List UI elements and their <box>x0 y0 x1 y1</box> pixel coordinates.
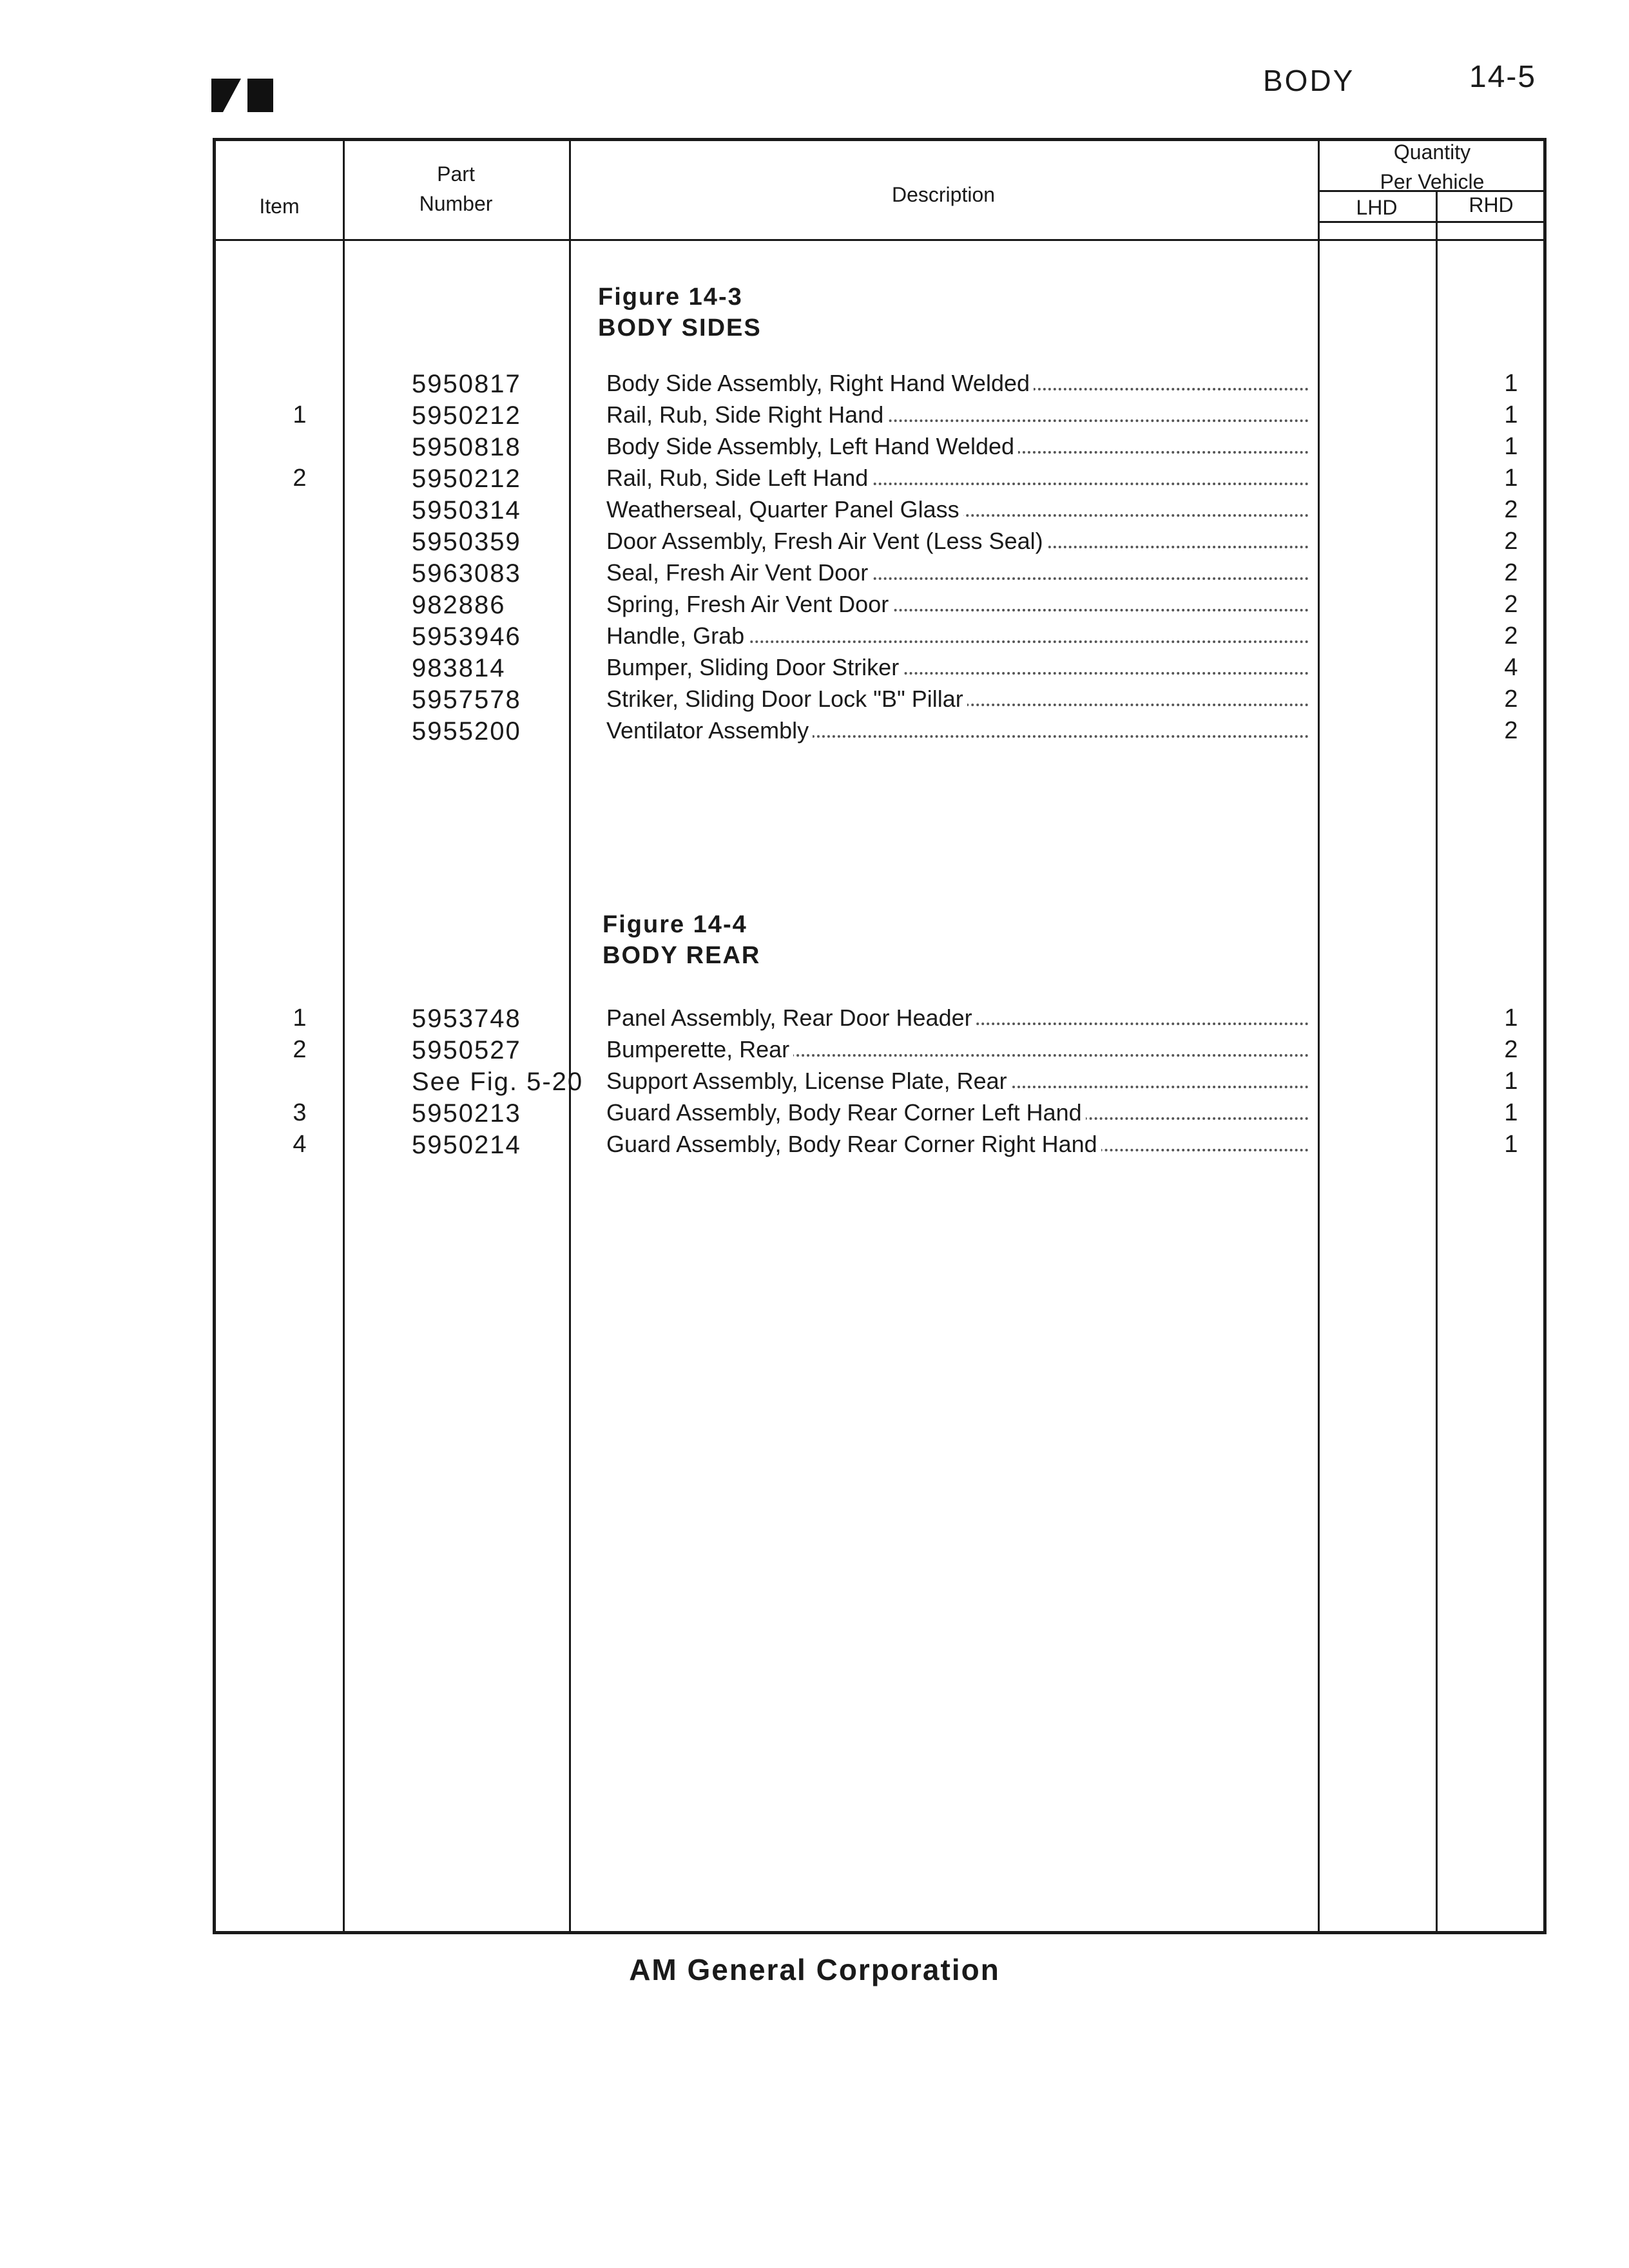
item-number: 1 <box>293 1004 307 1032</box>
part-number: 5950212 <box>412 465 521 493</box>
footer-company: AM General Corporation <box>629 1953 1000 1986</box>
description-text: Bumperette, Rear <box>606 1036 793 1062</box>
part-description <box>606 591 1309 618</box>
section-title: BODY <box>1263 64 1355 97</box>
part-number: 5950818 <box>412 433 521 461</box>
description-text: Support Assembly, License Plate, Rear <box>606 1068 1011 1094</box>
table-row <box>216 496 1543 528</box>
rhd-quantity: 1 <box>1504 1099 1518 1126</box>
description-text: Body Side Assembly, Right Hand Welded <box>606 370 1034 396</box>
part-number: 5950212 <box>412 401 521 430</box>
table-row <box>216 401 1543 434</box>
part-description <box>606 1131 1309 1158</box>
parts-table <box>213 138 1547 1934</box>
table-row <box>216 591 1543 623</box>
part-number: 5950359 <box>412 528 521 556</box>
description-text: Panel Assembly, Rear Door Header <box>606 1004 976 1031</box>
figure-label: Figure 14-4 <box>602 911 747 938</box>
table-row <box>216 559 1543 591</box>
part-description <box>606 686 1309 713</box>
table-row <box>216 1131 1543 1163</box>
part-number: 5950213 <box>412 1099 521 1128</box>
description-text: Guard Assembly, Body Rear Corner Left Hand <box>606 1099 1086 1126</box>
rhd-quantity: 2 <box>1504 591 1518 618</box>
page-number: 14-5 <box>1469 60 1537 94</box>
figure-title: BODY REAR <box>602 942 761 969</box>
description-text: Seal, Fresh Air Vent Door <box>606 559 872 586</box>
item-number: 2 <box>293 1036 307 1063</box>
part-number: 5950817 <box>412 370 521 398</box>
item-number: 3 <box>293 1099 307 1126</box>
header-bottom-line <box>216 239 1543 241</box>
rhd-quantity: 1 <box>1504 1131 1518 1158</box>
description-text: Striker, Sliding Door Lock "B" Pillar <box>606 686 967 712</box>
rhd-quantity: 2 <box>1504 559 1518 586</box>
part-description <box>606 528 1309 555</box>
item-number: 4 <box>293 1131 307 1158</box>
figure-label: Figure 14-3 <box>598 284 743 311</box>
part-number: 5953946 <box>412 622 521 651</box>
description-text: Body Side Assembly, Left Hand Welded <box>606 433 1018 459</box>
table-row <box>216 528 1543 560</box>
part-number: 982886 <box>412 591 506 619</box>
column-header-quantity: Quantity Per Vehicle <box>1380 140 1485 193</box>
part-description <box>606 465 1309 492</box>
column-header-part-number: Part Number <box>419 162 493 215</box>
rhd-quantity: 2 <box>1504 717 1518 744</box>
rhd-quantity: 1 <box>1504 1004 1518 1032</box>
part-number: 5950314 <box>412 496 521 524</box>
part-number: 5953748 <box>412 1004 521 1033</box>
part-description <box>606 559 1309 586</box>
rhd-quantity: 1 <box>1504 401 1518 428</box>
part-number: 5957578 <box>412 686 521 714</box>
description-text: Rail, Rub, Side Right Hand <box>606 401 887 428</box>
description-text: Ventilator Assembly <box>606 717 813 744</box>
table-row <box>216 686 1543 718</box>
rhd-quantity: 1 <box>1504 370 1518 397</box>
part-description <box>606 496 1309 523</box>
part-description <box>606 401 1309 428</box>
rhd-quantity: 4 <box>1504 654 1518 681</box>
table-row <box>216 622 1543 655</box>
column-header-rhd: RHD <box>1469 193 1514 216</box>
part-description <box>606 1036 1309 1063</box>
column-header-description: Description <box>891 183 996 206</box>
description-text: Guard Assembly, Body Rear Corner Right Hand <box>606 1131 1101 1157</box>
rhd-quantity: 2 <box>1504 622 1518 649</box>
figure-title: BODY SIDES <box>598 314 762 341</box>
table-row <box>216 654 1543 686</box>
part-description <box>606 1099 1309 1126</box>
description-text: Handle, Grab <box>606 622 748 649</box>
description-text: Bumper, Sliding Door Striker <box>606 654 903 680</box>
part-description <box>606 622 1309 649</box>
part-number: 5950214 <box>412 1131 521 1159</box>
part-number: 5963083 <box>412 559 521 588</box>
table-row <box>216 1004 1543 1037</box>
table-row <box>216 717 1543 749</box>
part-description <box>606 654 1309 681</box>
description-text: Rail, Rub, Side Left Hand <box>606 465 872 491</box>
table-row <box>216 370 1543 402</box>
part-number: 983814 <box>412 654 506 682</box>
part-number: See Fig. 5-20 <box>412 1068 584 1096</box>
table-row <box>216 465 1543 497</box>
rhd-quantity: 1 <box>1504 433 1518 460</box>
column-header-item: Item <box>259 195 300 218</box>
description-text: Weatherseal, Quarter Panel Glass <box>606 496 963 523</box>
part-description <box>606 1004 1309 1032</box>
table-row <box>216 433 1543 465</box>
part-description <box>606 370 1309 397</box>
rhd-quantity: 2 <box>1504 686 1518 713</box>
description-text: Door Assembly, Fresh Air Vent (Less Seal) <box>606 528 1047 554</box>
part-number: 5955200 <box>412 717 521 745</box>
rhd-quantity: 2 <box>1504 496 1518 523</box>
part-description <box>606 433 1309 460</box>
rhd-quantity: 1 <box>1504 465 1518 492</box>
rhd-quantity: 2 <box>1504 1036 1518 1063</box>
am-general-logo-icon <box>211 72 276 113</box>
rhd-quantity: 1 <box>1504 1068 1518 1095</box>
table-row <box>216 1068 1543 1100</box>
item-number: 1 <box>293 401 307 428</box>
column-header-lhd: LHD <box>1356 196 1398 219</box>
item-number: 2 <box>293 465 307 492</box>
part-number: 5950527 <box>412 1036 521 1064</box>
table-row <box>216 1036 1543 1068</box>
part-description <box>606 717 1309 744</box>
part-description <box>606 1068 1309 1095</box>
table-row <box>216 1099 1543 1131</box>
description-text: Spring, Fresh Air Vent Door <box>606 591 892 617</box>
rhd-quantity: 2 <box>1504 528 1518 555</box>
